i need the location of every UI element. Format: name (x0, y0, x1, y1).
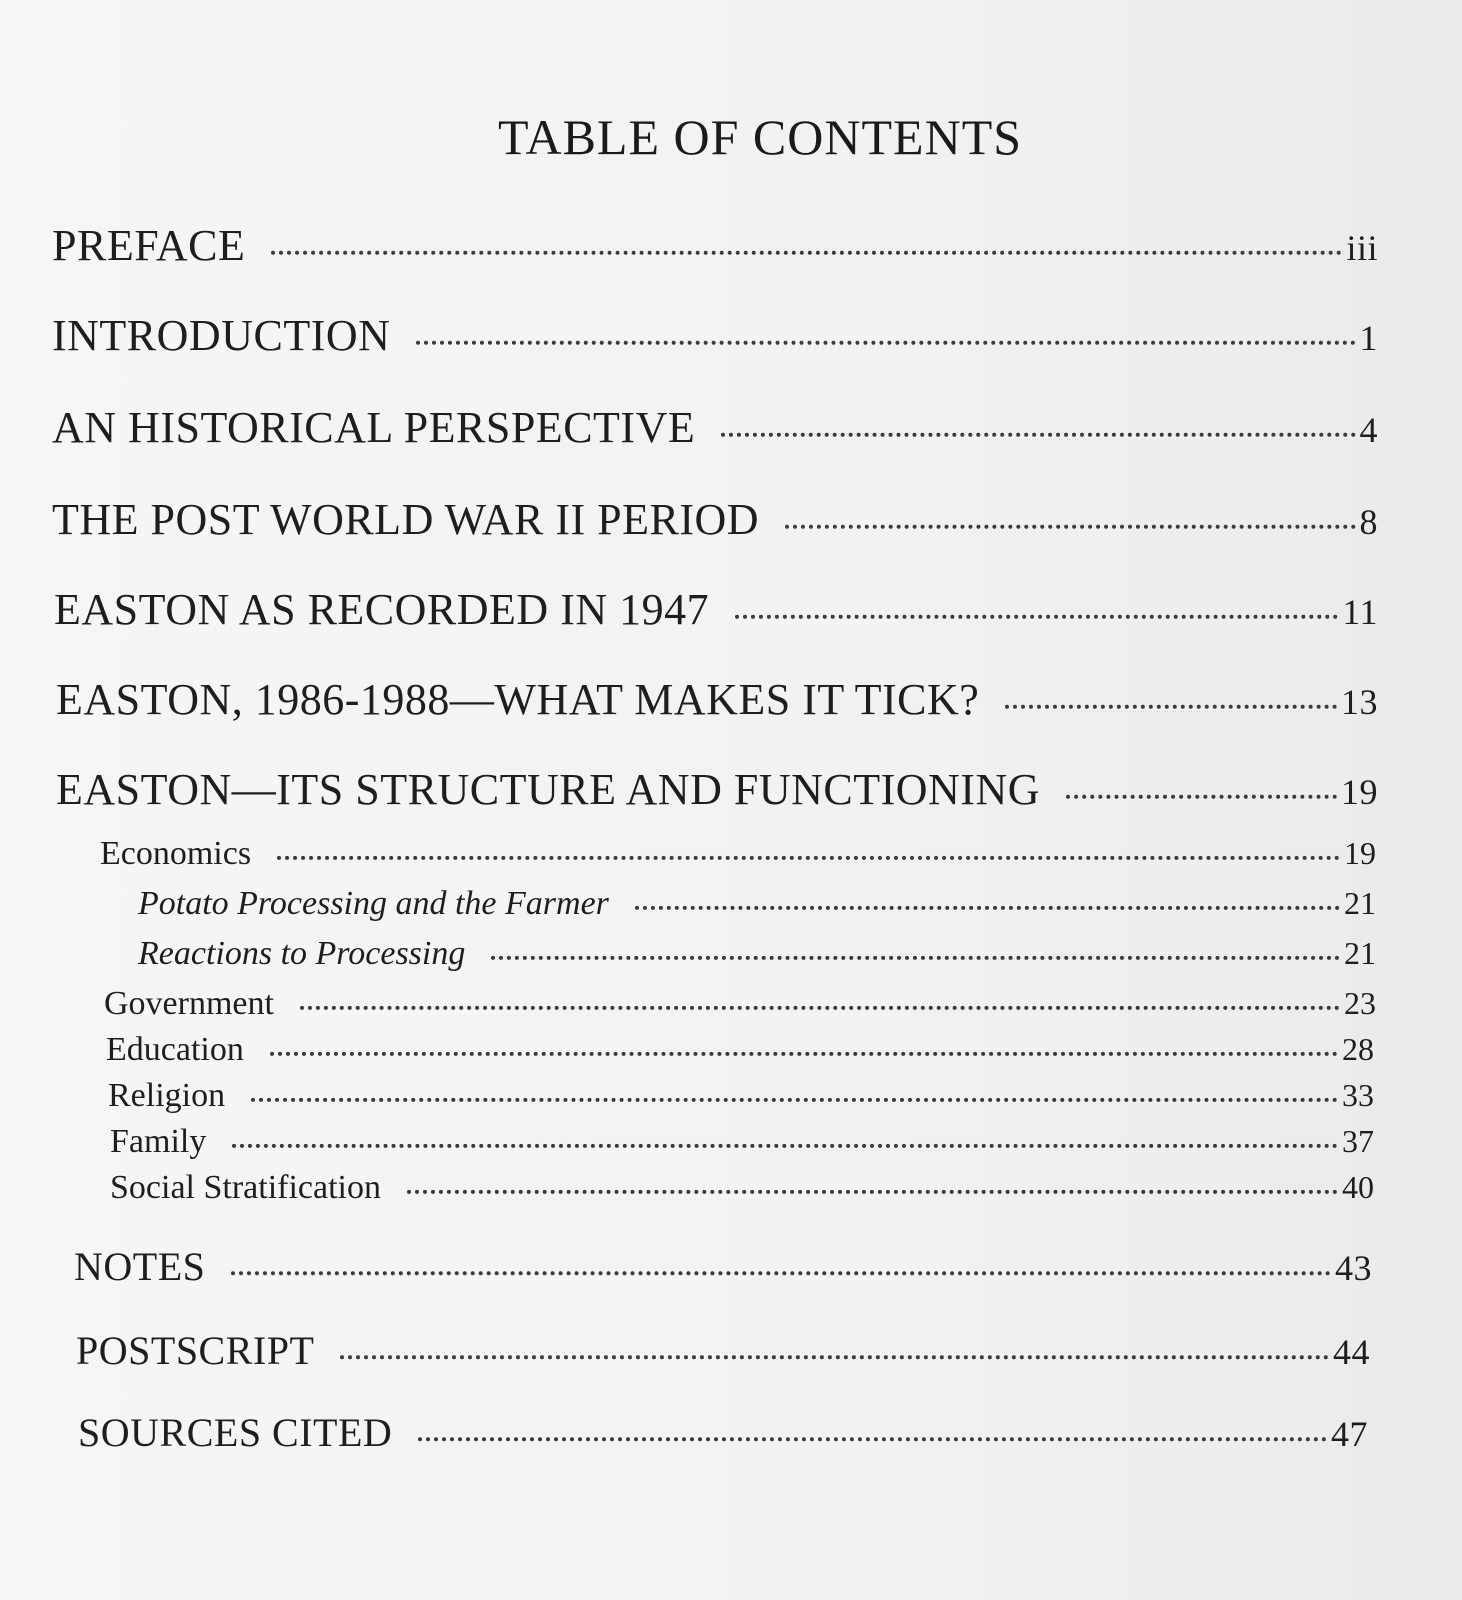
toc-entry-label: Government (104, 985, 274, 1022)
toc-entry-label: NOTES (74, 1244, 206, 1289)
toc-entry-page: iii (1346, 228, 1378, 268)
toc-entry-label: POSTSCRIPT (76, 1328, 315, 1373)
toc-subentry-family (110, 1114, 1374, 1161)
dot-leader (721, 389, 1355, 437)
dot-leader (1066, 751, 1337, 799)
toc-entry-label: AN HISTORICAL PERSPECTIVE (52, 403, 696, 452)
toc-entry-page: 1 (1359, 318, 1378, 358)
dot-leader (340, 1315, 1329, 1359)
dot-leader (407, 1156, 1338, 1194)
toc-subentry-government (104, 976, 1376, 1023)
toc-entry-post-war-period (52, 486, 1378, 545)
toc-entry-introduction (52, 302, 1378, 361)
toc-subentry-social-stratification (110, 1160, 1374, 1207)
dot-leader (735, 571, 1338, 619)
toc-entry-label: Education (106, 1031, 244, 1068)
toc-entry-page: 11 (1342, 592, 1378, 632)
toc-entry-what-makes-it-tick (56, 666, 1378, 725)
toc-entry-notes (74, 1236, 1372, 1290)
dot-leader (416, 297, 1355, 345)
dot-leader (277, 822, 1340, 860)
toc-entry-page: 8 (1359, 502, 1378, 542)
toc-entry-postscript (76, 1320, 1370, 1374)
dot-leader (1005, 661, 1337, 709)
toc-entry-page: 19 (1341, 772, 1378, 812)
toc-subentry-education (106, 1022, 1374, 1069)
toc-entry-historical-perspective (52, 394, 1378, 453)
toc-entry-page: 4 (1359, 410, 1378, 450)
toc-entry-label: SOURCES CITED (78, 1410, 393, 1455)
toc-entry-label: Potato Processing and the Farmer (138, 885, 609, 922)
toc-entry-page: 13 (1341, 682, 1378, 722)
dot-leader (232, 1110, 1338, 1148)
dot-leader (231, 1231, 1331, 1275)
toc-entry-label: EASTON, 1986-1988—WHAT MAKES IT TICK? (56, 675, 980, 724)
dot-leader (418, 1397, 1327, 1441)
toc-entry-label: PREFACE (52, 221, 246, 270)
toc-entry-page: 47 (1331, 1414, 1368, 1454)
toc-entry-structure-functioning (56, 756, 1378, 815)
toc-entry-page: 21 (1344, 885, 1376, 921)
toc-entry-preface (52, 212, 1378, 271)
toc-entry-label: Social Stratification (110, 1169, 381, 1206)
toc-subentry-religion (108, 1068, 1374, 1115)
toc-entry-page: 43 (1335, 1248, 1372, 1288)
toc-entry-page: 19 (1344, 835, 1376, 871)
page-title: TABLE OF CONTENTS (497, 109, 1023, 165)
toc-entry-easton-1947 (54, 576, 1378, 635)
toc-entry-label: EASTON—ITS STRUCTURE AND FUNCTIONING (56, 765, 1041, 814)
dot-leader (491, 922, 1340, 960)
toc-entry-page: 44 (1333, 1332, 1370, 1372)
toc-entry-label: THE POST WORLD WAR II PERIOD (52, 495, 760, 544)
dot-leader (785, 481, 1355, 529)
toc-entry-label: Religion (108, 1077, 226, 1114)
dot-leader (635, 872, 1340, 910)
toc-entry-label: Family (110, 1123, 207, 1160)
toc-entry-page: 33 (1342, 1077, 1374, 1113)
dot-leader (271, 207, 1342, 255)
toc-entry-page: 40 (1342, 1169, 1374, 1205)
toc-entry-page: 28 (1342, 1031, 1374, 1067)
toc-entry-label: Economics (100, 835, 252, 872)
toc-entry-sources-cited (78, 1402, 1368, 1456)
toc-entry-label: EASTON AS RECORDED IN 1947 (54, 585, 710, 634)
toc-subentry-reactions-to-processing (138, 926, 1376, 973)
dot-leader (251, 1064, 1338, 1102)
toc-entry-page: 21 (1344, 935, 1376, 971)
toc-subentry-potato-processing (138, 876, 1376, 923)
toc-entry-label: INTRODUCTION (52, 311, 391, 360)
dot-leader (300, 972, 1340, 1010)
toc-entry-page: 23 (1344, 985, 1376, 1021)
dot-leader (270, 1018, 1338, 1056)
toc-subentry-economics (100, 826, 1376, 873)
toc-entry-label: Reactions to Processing (138, 935, 466, 972)
toc-entry-page: 37 (1342, 1123, 1374, 1159)
